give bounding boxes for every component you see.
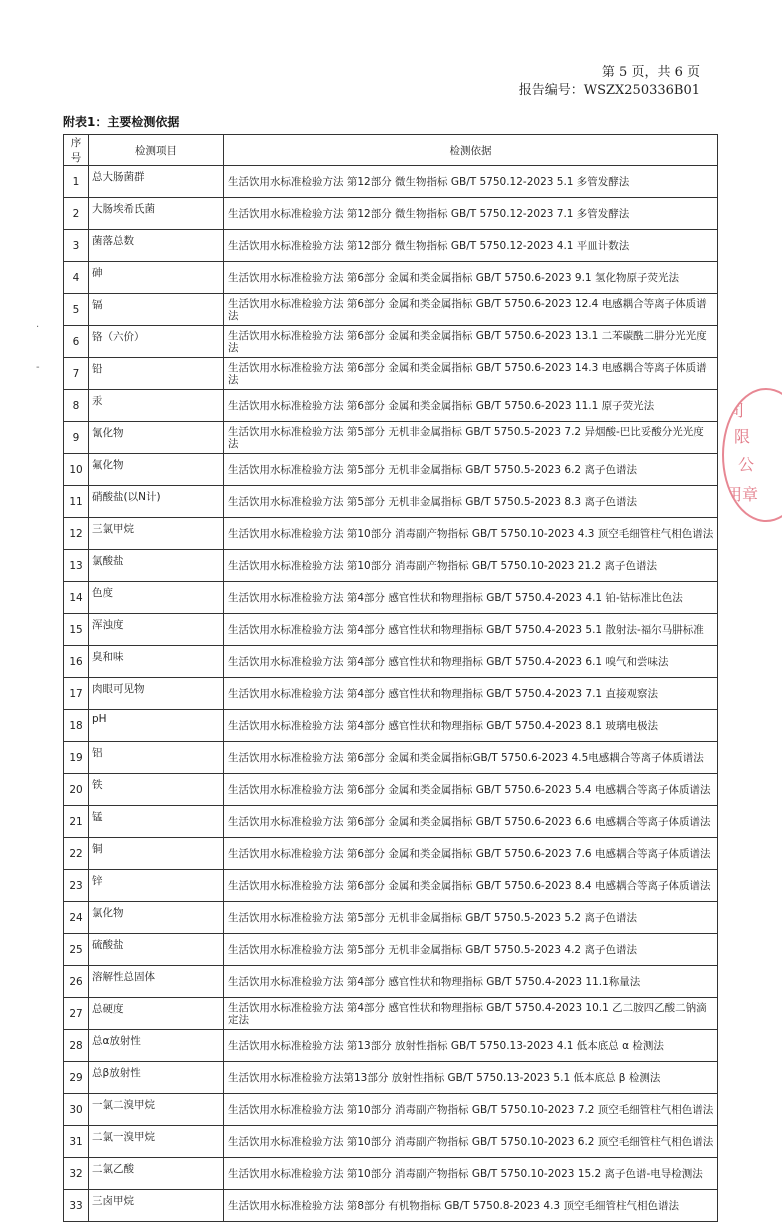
row-number: 20 [64, 774, 89, 806]
test-basis: 生活饮用水标准检验方法 第12部分 微生物指标 GB/T 5750.12-2023 7.1 多管发酵法 [224, 198, 718, 230]
test-basis: 生活饮用水标准检验方法 第13部分 放射性指标 GB/T 5750.13-2023 4.1 低本底总 α 检测法 [224, 1030, 718, 1062]
test-basis: 生活饮用水标准检验方法 第12部分 微生物指标 GB/T 5750.12-2023 4.1 平皿计数法 [224, 230, 718, 262]
test-basis: 生活饮用水标准检验方法 第4部分 感官性状和物理指标 GB/T 5750.4-2023 8.1 玻璃电极法 [224, 710, 718, 742]
test-item: 三卤甲烷 [89, 1190, 224, 1222]
row-number: 15 [64, 614, 89, 646]
row-number: 3 [64, 230, 89, 262]
test-item: 砷 [89, 262, 224, 294]
table-row [64, 646, 718, 678]
table-row [64, 710, 718, 742]
row-number: 18 [64, 710, 89, 742]
test-item: 色度 [89, 582, 224, 614]
test-item: 铝 [89, 742, 224, 774]
table-row [64, 806, 718, 838]
table-row [64, 390, 718, 422]
table-row [64, 1094, 718, 1126]
test-basis: 生活饮用水标准检验方法 第6部分 金属和类金属指标 GB/T 5750.6-2023 7.6 电感耦合等离子体质谱法 [224, 838, 718, 870]
test-item: 三氯甲烷 [89, 518, 224, 550]
test-item: 总α放射性 [89, 1030, 224, 1062]
table-row [64, 614, 718, 646]
table-row [64, 1030, 718, 1062]
table-row [64, 422, 718, 454]
row-number: 9 [64, 422, 89, 454]
test-item: 硫酸盐 [89, 934, 224, 966]
test-basis: 生活饮用水标准检验方法 第6部分 金属和类金属指标 GB/T 5750.6-2023 5.4 电感耦合等离子体质谱法 [224, 774, 718, 806]
test-basis: 生活饮用水标准检验方法 第4部分 感官性状和物理指标 GB/T 5750.4-2023 5.1 散射法-福尔马肼标准 [224, 614, 718, 646]
test-basis: 生活饮用水标准检验方法 第5部分 无机非金属指标 GB/T 5750.5-2023 6.2 离子色谱法 [224, 454, 718, 486]
test-item: 总大肠菌群 [89, 166, 224, 198]
row-number: 8 [64, 390, 89, 422]
test-basis: 生活饮用水标准检验方法 第10部分 消毒副产物指标 GB/T 5750.10-2023 21.2 离子色谱法 [224, 550, 718, 582]
test-item: 镉 [89, 294, 224, 326]
test-basis: 生活饮用水标准检验方法 第6部分 金属和类金属指标 GB/T 5750.6-2023 8.4 电感耦合等离子体质谱法 [224, 870, 718, 902]
test-basis: 生活饮用水标准检验方法 第6部分 金属和类金属指标 GB/T 5750.6-2023 11.1 原子荧光法 [224, 390, 718, 422]
table-header-row [64, 135, 718, 166]
test-item: 铅 [89, 358, 224, 390]
table-row [64, 902, 718, 934]
row-number: 14 [64, 582, 89, 614]
table-row [64, 454, 718, 486]
table-row [64, 1126, 718, 1158]
test-basis: 生活饮用水标准检验方法 第6部分 金属和类金属指标GB/T 5750.6-2023 4.5电感耦合等离子体质谱法 [224, 742, 718, 774]
detection-basis-table [63, 134, 718, 1222]
test-item: 锌 [89, 870, 224, 902]
row-number: 16 [64, 646, 89, 678]
row-number: 33 [64, 1190, 89, 1222]
table-row [64, 358, 718, 390]
test-item: 肉眼可见物 [89, 678, 224, 710]
test-basis: 生活饮用水标准检验方法 第10部分 消毒副产物指标 GB/T 5750.10-2023 7.2 顶空毛细管柱气相色谱法 [224, 1094, 718, 1126]
scan-speck: · [36, 322, 40, 333]
seal-char: 限 [734, 427, 751, 446]
test-item: 氯化物 [89, 902, 224, 934]
red-seal-stamp [722, 388, 782, 522]
test-basis: 生活饮用水标准检验方法 第10部分 消毒副产物指标 GB/T 5750.10-2023 4.3 顶空毛细管柱气相色谱法 [224, 518, 718, 550]
table-row [64, 262, 718, 294]
test-item: 大肠埃希氏菌 [89, 198, 224, 230]
row-number: 25 [64, 934, 89, 966]
test-item: pH [89, 710, 224, 742]
row-number: 32 [64, 1158, 89, 1190]
test-item: 二氯一溴甲烷 [89, 1126, 224, 1158]
test-item: 汞 [89, 390, 224, 422]
row-number: 4 [64, 262, 89, 294]
test-basis: 生活饮用水标准检验方法 第5部分 无机非金属指标 GB/T 5750.5-2023 5.2 离子色谱法 [224, 902, 718, 934]
test-item: 铜 [89, 838, 224, 870]
test-basis: 生活饮用水标准检验方法第13部分 放射性指标 GB/T 5750.13-2023 5.1 低本底总 β 检测法 [224, 1062, 718, 1094]
page-number: 第 5 页，共 6 页 [601, 65, 700, 80]
test-basis: 生活饮用水标准检验方法 第6部分 金属和类金属指标 GB/T 5750.6-2023 14.3 电感耦合等离子体质谱法 [224, 358, 718, 390]
test-basis: 生活饮用水标准检验方法 第4部分 感官性状和物理指标 GB/T 5750.4-2023 11.1称量法 [224, 966, 718, 998]
seal-char: 用章 [726, 485, 759, 504]
test-basis: 生活饮用水标准检验方法 第12部分 微生物指标 GB/T 5750.12-2023 5.1 多管发酵法 [224, 166, 718, 198]
table-row [64, 966, 718, 998]
column-header-no: 序号 [64, 135, 89, 166]
table-row [64, 678, 718, 710]
row-number: 29 [64, 1062, 89, 1094]
row-number: 19 [64, 742, 89, 774]
row-number: 28 [64, 1030, 89, 1062]
test-item: 氯酸盐 [89, 550, 224, 582]
test-basis: 生活饮用水标准检验方法 第4部分 感官性状和物理指标 GB/T 5750.4-2023 10.1 乙二胺四乙酸二钠滴定法 [224, 998, 718, 1030]
row-number: 2 [64, 198, 89, 230]
row-number: 24 [64, 902, 89, 934]
test-item: 硝酸盐(以N计) [89, 486, 224, 518]
table-row [64, 294, 718, 326]
row-number: 12 [64, 518, 89, 550]
test-item: 溶解性总固体 [89, 966, 224, 998]
table-row [64, 198, 718, 230]
test-basis: 生活饮用水标准检验方法 第5部分 无机非金属指标 GB/T 5750.5-2023 8.3 离子色谱法 [224, 486, 718, 518]
table-row [64, 1190, 718, 1222]
table-row [64, 230, 718, 262]
row-number: 11 [64, 486, 89, 518]
column-header-item: 检测项目 [89, 135, 224, 166]
table-row [64, 934, 718, 966]
row-number: 5 [64, 294, 89, 326]
seal-char: 公 [738, 455, 755, 474]
test-item: 氰化物 [89, 422, 224, 454]
test-item: 一氯二溴甲烷 [89, 1094, 224, 1126]
row-number: 17 [64, 678, 89, 710]
table-row [64, 1158, 718, 1190]
test-basis: 生活饮用水标准检验方法 第4部分 感官性状和物理指标 GB/T 5750.4-2023 4.1 铂-钴标准比色法 [224, 582, 718, 614]
page-header [519, 64, 700, 99]
row-number: 26 [64, 966, 89, 998]
test-item: 臭和味 [89, 646, 224, 678]
table-row [64, 742, 718, 774]
table-row [64, 518, 718, 550]
row-number: 31 [64, 1126, 89, 1158]
row-number: 10 [64, 454, 89, 486]
test-item: 总β放射性 [89, 1062, 224, 1094]
test-basis: 生活饮用水标准检验方法 第8部分 有机物指标 GB/T 5750.8-2023 4.3 顶空毛细管柱气相色谱法 [224, 1190, 718, 1222]
row-number: 30 [64, 1094, 89, 1126]
row-number: 27 [64, 998, 89, 1030]
report-number: 报告编号：WSZX250336B01 [518, 82, 700, 98]
table-row [64, 582, 718, 614]
test-item: 氟化物 [89, 454, 224, 486]
table-row [64, 774, 718, 806]
table-row [64, 326, 718, 358]
column-header-basis: 检测依据 [224, 135, 718, 166]
test-basis: 生活饮用水标准检验方法 第4部分 感官性状和物理指标 GB/T 5750.4-2023 7.1 直接观察法 [224, 678, 718, 710]
test-basis: 生活饮用水标准检验方法 第10部分 消毒副产物指标 GB/T 5750.10-2023 15.2 离子色谱-电导检测法 [224, 1158, 718, 1190]
test-basis: 生活饮用水标准检验方法 第6部分 金属和类金属指标 GB/T 5750.6-2023 9.1 氢化物原子荧光法 [224, 262, 718, 294]
seal-char: 司 [728, 401, 745, 420]
row-number: 21 [64, 806, 89, 838]
test-basis: 生活饮用水标准检验方法 第6部分 金属和类金属指标 GB/T 5750.6-2023 12.4 电感耦合等离子体质谱法 [224, 294, 718, 326]
row-number: 1 [64, 166, 89, 198]
test-basis: 生活饮用水标准检验方法 第10部分 消毒副产物指标 GB/T 5750.10-2023 6.2 顶空毛细管柱气相色谱法 [224, 1126, 718, 1158]
test-basis: 生活饮用水标准检验方法 第6部分 金属和类金属指标 GB/T 5750.6-2023 6.6 电感耦合等离子体质谱法 [224, 806, 718, 838]
table-row [64, 998, 718, 1030]
test-item: 铬（六价） [89, 326, 224, 358]
test-item: 二氯乙酸 [89, 1158, 224, 1190]
scan-speck: - [36, 362, 40, 373]
test-basis: 生活饮用水标准检验方法 第6部分 金属和类金属指标 GB/T 5750.6-2023 13.1 二苯碳酰二肼分光光度法 [224, 326, 718, 358]
test-basis: 生活饮用水标准检验方法 第5部分 无机非金属指标 GB/T 5750.5-2023 4.2 离子色谱法 [224, 934, 718, 966]
table-row [64, 838, 718, 870]
table-row [64, 870, 718, 902]
test-item: 浑浊度 [89, 614, 224, 646]
table-row [64, 550, 718, 582]
table-row [64, 166, 718, 198]
test-item: 锰 [89, 806, 224, 838]
row-number: 23 [64, 870, 89, 902]
test-basis: 生活饮用水标准检验方法 第4部分 感官性状和物理指标 GB/T 5750.4-2023 6.1 嗅气和尝味法 [224, 646, 718, 678]
row-number: 6 [64, 326, 89, 358]
table-row [64, 1062, 718, 1094]
test-item: 铁 [89, 774, 224, 806]
table-row [64, 486, 718, 518]
row-number: 22 [64, 838, 89, 870]
test-item: 菌落总数 [89, 230, 224, 262]
table-title: 附表1：主要检测依据 [63, 115, 180, 129]
test-basis: 生活饮用水标准检验方法 第5部分 无机非金属指标 GB/T 5750.5-2023 7.2 异烟酸-巴比妥酸分光光度法 [224, 422, 718, 454]
row-number: 7 [64, 358, 89, 390]
test-item: 总硬度 [89, 998, 224, 1030]
row-number: 13 [64, 550, 89, 582]
